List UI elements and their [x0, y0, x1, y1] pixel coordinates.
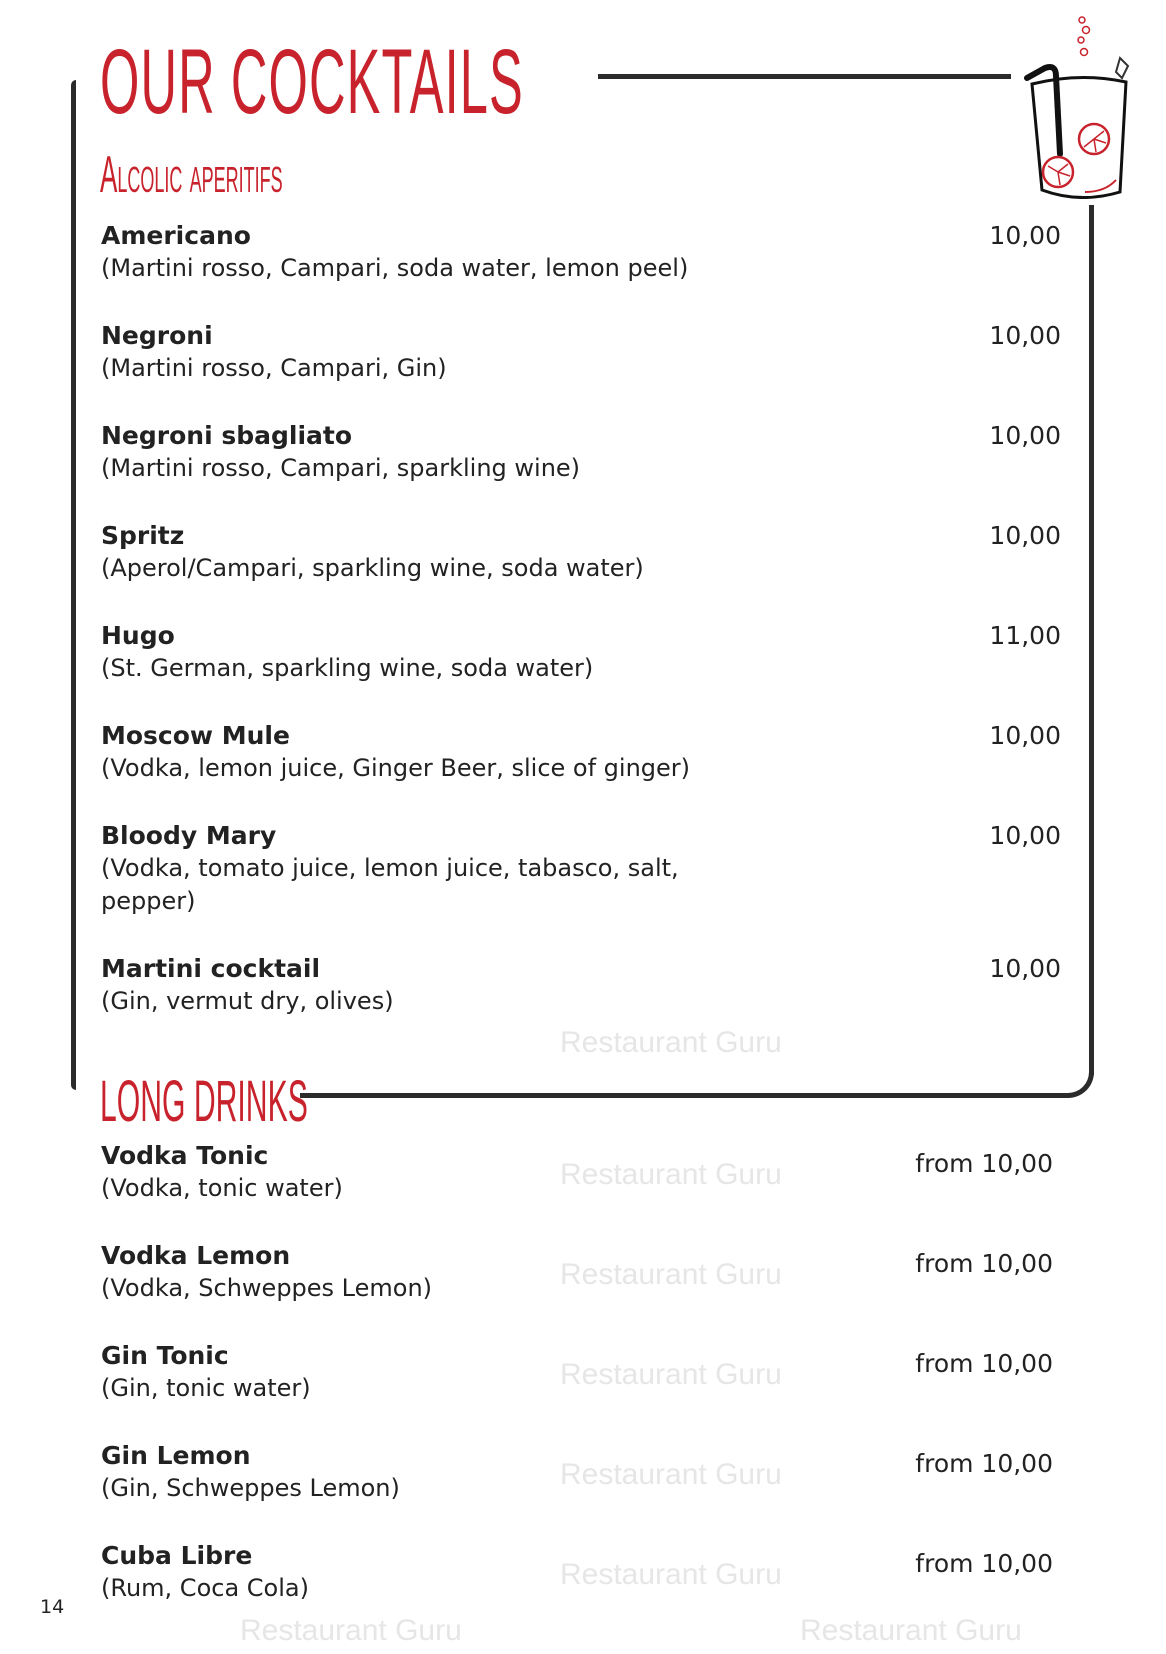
menu-item	[101, 819, 1061, 918]
section-title-aperitifs: Alcolic aperitifs	[100, 146, 283, 204]
item-name: Americano	[101, 221, 251, 250]
watermark: Restaurant Guru	[240, 1614, 462, 1647]
item-price: from 10,00	[915, 1249, 1053, 1278]
item-description: (Gin, Schweppes Lemon)	[101, 1474, 400, 1502]
header-divider	[598, 74, 1011, 79]
item-name: Vodka Tonic	[101, 1141, 269, 1170]
menu-item	[101, 619, 1061, 685]
watermark: Restaurant Guru	[560, 1558, 782, 1591]
menu-item	[101, 1339, 1057, 1405]
item-name: Bloody Mary	[101, 821, 277, 850]
menu-item	[101, 1539, 1057, 1605]
item-name: Moscow Mule	[101, 721, 290, 750]
page-title: OUR COCKTAILS	[100, 31, 524, 133]
item-price: 10,00	[989, 721, 1061, 750]
item-price: 10,00	[989, 521, 1061, 550]
menu-item	[101, 519, 1061, 585]
watermark: Restaurant Guru	[560, 1258, 782, 1291]
item-price: from 10,00	[915, 1349, 1053, 1378]
menu-item	[101, 1139, 1057, 1205]
page-number: 14	[40, 1596, 65, 1618]
item-price: 11,00	[989, 621, 1061, 650]
item-name: Gin Tonic	[101, 1341, 229, 1370]
item-price: 10,00	[989, 221, 1061, 250]
item-description: (Vodka, Schweppes Lemon)	[101, 1274, 433, 1302]
item-description: (Aperol/Campari, sparkling wine, soda water)	[101, 554, 644, 582]
item-description: (Vodka, tomato juice, lemon juice, tabasco, salt, pepper)	[101, 854, 679, 915]
menu-item	[101, 1439, 1057, 1505]
watermark: Restaurant Guru	[560, 1158, 782, 1191]
aperitifs-list	[101, 219, 1061, 1052]
cocktail-glass-icon	[1020, 14, 1132, 199]
item-description: (Rum, Coca Cola)	[101, 1574, 309, 1602]
item-price: 10,00	[989, 821, 1061, 850]
item-price: from 10,00	[915, 1449, 1053, 1478]
item-name: Hugo	[101, 621, 175, 650]
item-description: (Martini rosso, Campari, soda water, lemon peel)	[101, 254, 689, 282]
item-name: Gin Lemon	[101, 1441, 251, 1470]
menu-item	[101, 419, 1061, 485]
long-drinks-list	[101, 1139, 1057, 1639]
item-name: Spritz	[101, 521, 185, 550]
item-price: 10,00	[989, 421, 1061, 450]
item-name: Negroni	[101, 321, 213, 350]
section-title-long-drinks: LONG DRINKS	[100, 1069, 308, 1134]
frame-left-border	[71, 80, 76, 1090]
frame-right-border	[1089, 205, 1094, 1075]
menu-item	[101, 219, 1061, 285]
frame-bottom-border	[300, 1072, 1094, 1098]
menu-item	[101, 719, 1061, 785]
item-description: (Vodka, tonic water)	[101, 1174, 343, 1202]
menu-item	[101, 319, 1061, 385]
item-description: (St. German, sparkling wine, soda water)	[101, 654, 594, 682]
item-description: (Vodka, lemon juice, Ginger Beer, slice of ginger)	[101, 754, 691, 782]
menu-item	[101, 952, 1061, 1018]
item-description: (Martini rosso, Campari, sparkling wine)	[101, 454, 581, 482]
item-price: from 10,00	[915, 1549, 1053, 1578]
item-name: Vodka Lemon	[101, 1241, 291, 1270]
watermark: Restaurant Guru	[560, 1026, 782, 1059]
item-description: (Gin, vermut dry, olives)	[101, 987, 394, 1015]
menu-item	[101, 1239, 1057, 1305]
watermark: Restaurant Guru	[560, 1358, 782, 1391]
watermark: Restaurant Guru	[800, 1614, 1022, 1647]
item-description: (Martini rosso, Campari, Gin)	[101, 354, 447, 382]
item-price: from 10,00	[915, 1149, 1053, 1178]
item-name: Cuba Libre	[101, 1541, 253, 1570]
watermark: Restaurant Guru	[560, 1458, 782, 1491]
item-price: 10,00	[989, 321, 1061, 350]
item-name: Negroni sbagliato	[101, 421, 353, 450]
item-name: Martini cocktail	[101, 954, 321, 983]
item-description: (Gin, tonic water)	[101, 1374, 311, 1402]
item-price: 10,00	[989, 954, 1061, 983]
